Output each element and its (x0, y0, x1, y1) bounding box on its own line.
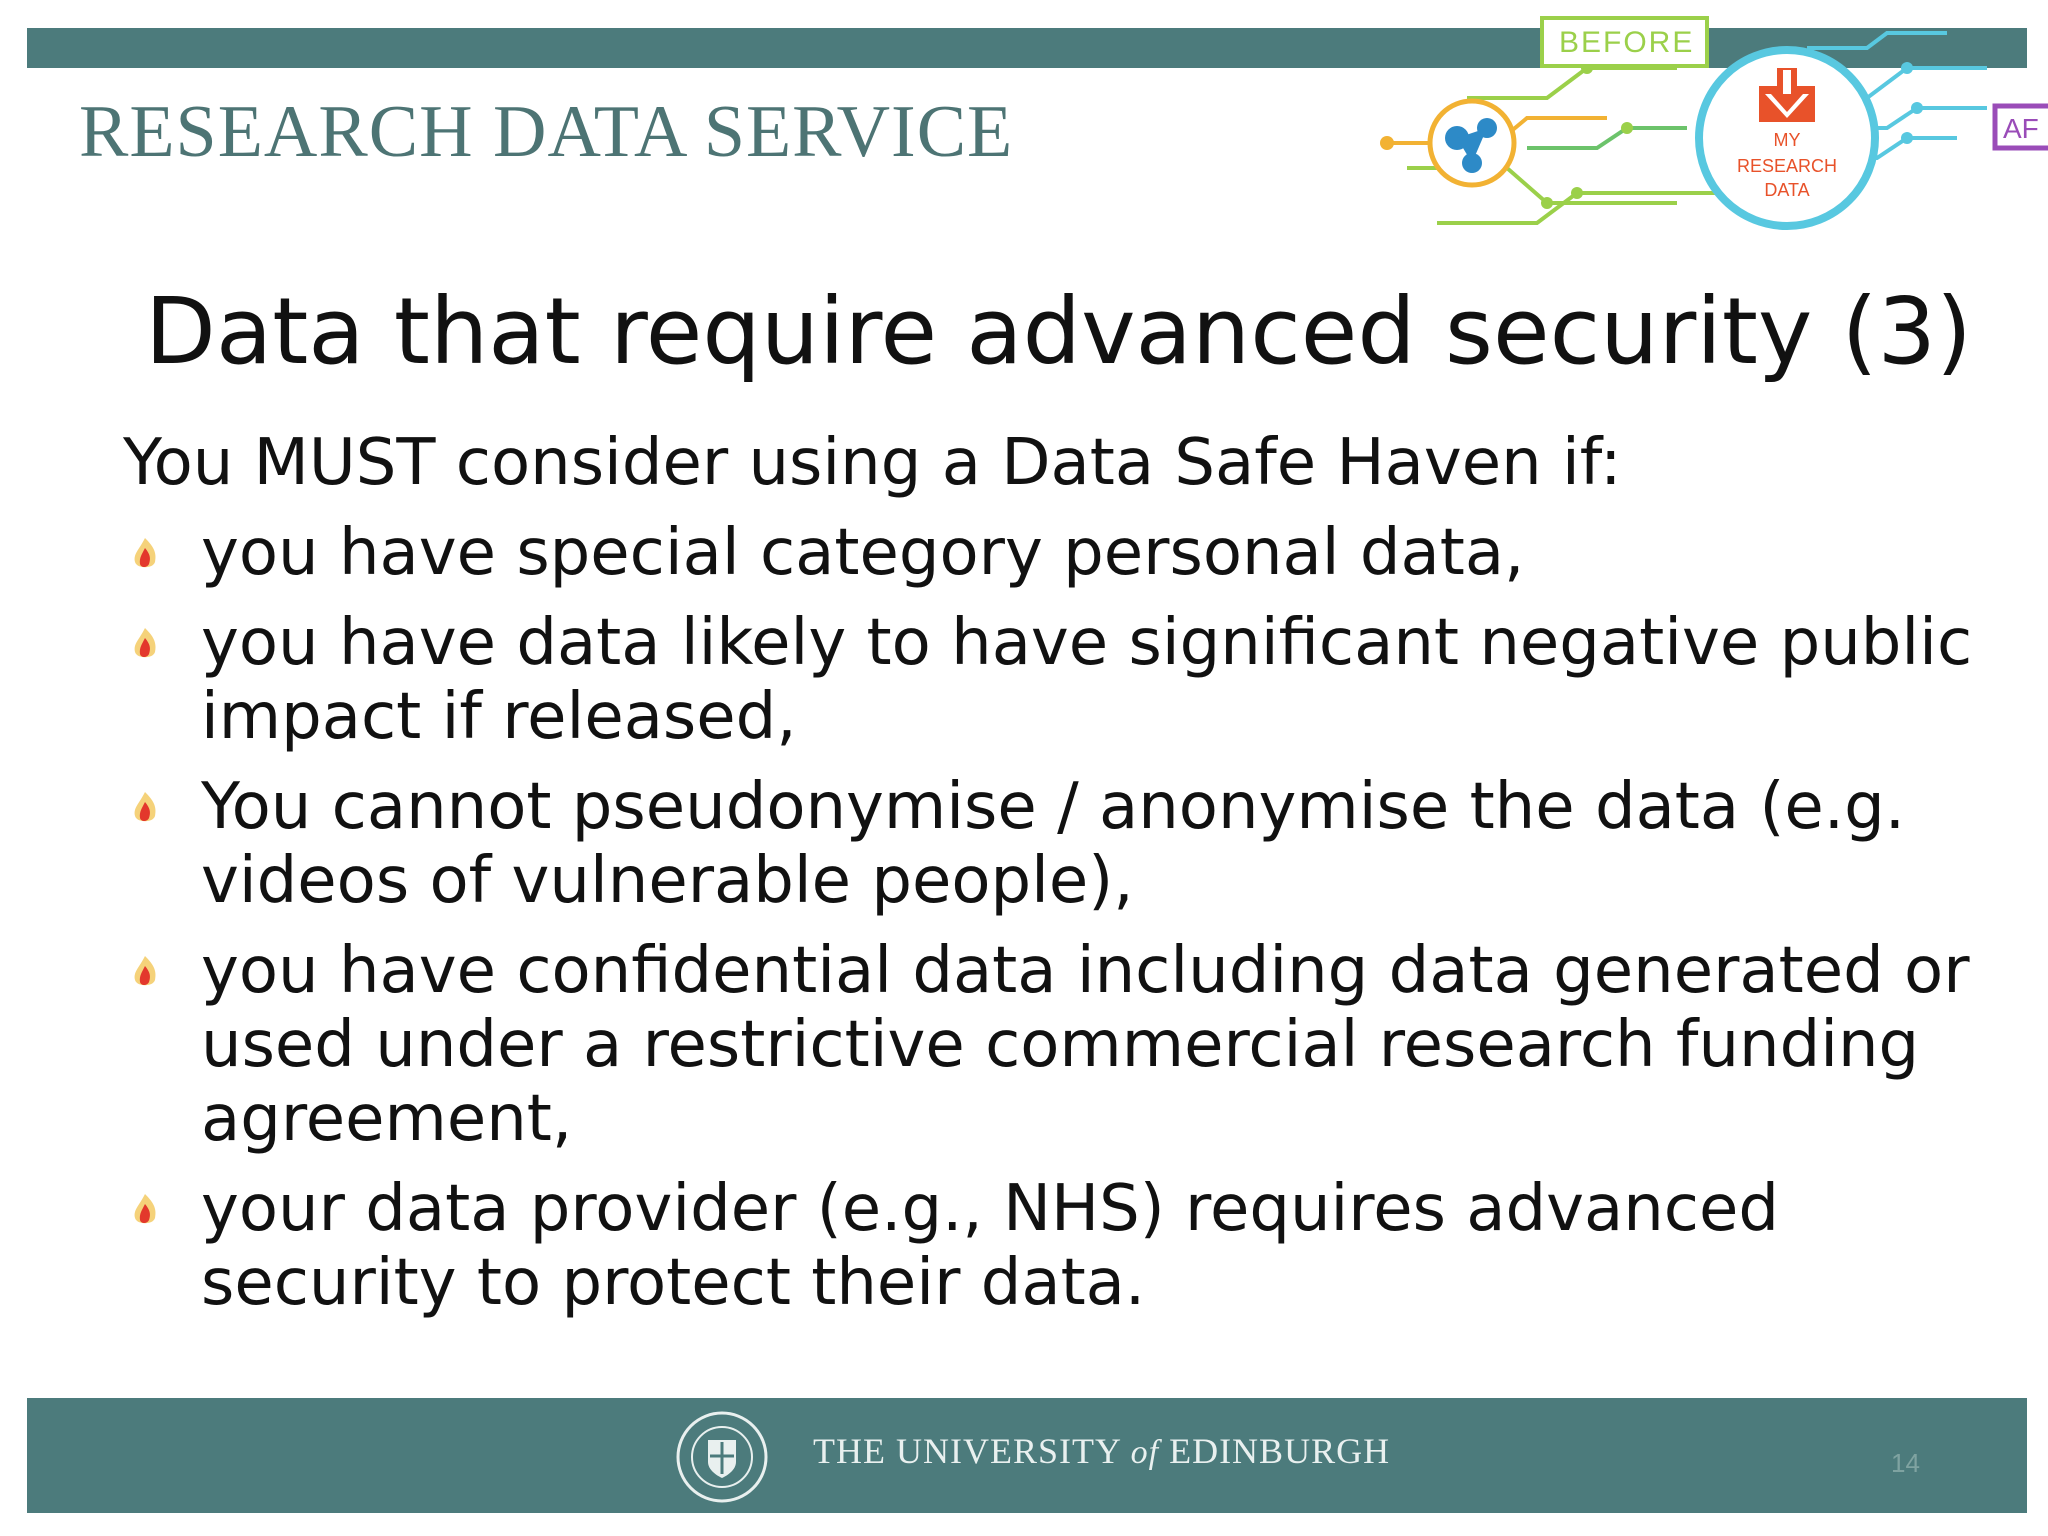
bullet-item (123, 606, 1973, 754)
brand-title: RESEARCH DATA SERVICE (79, 91, 1014, 173)
edge-label: AF (2003, 113, 2039, 144)
university-crest-icon (675, 1410, 769, 1504)
bullet-text: you have confidential data including data generated or used under a restrictive commercial research funding agreement, (201, 934, 1970, 1156)
flame-bullet-icon (125, 952, 165, 992)
bullet-text: you have data likely to have significant negative public impact if released, (201, 606, 1973, 754)
footer-bar (27, 1398, 2027, 1513)
bullet-item (123, 770, 1973, 918)
intro-text: You MUST consider using a Data Safe Haven if: (123, 426, 1622, 500)
bullet-text: You cannot pseudonymise / anonymise the data (e.g. videos of vulnerable people), (201, 770, 1906, 918)
flame-bullet-icon (125, 624, 165, 664)
bullet-item (123, 1172, 1973, 1320)
bullet-text: your data provider (e.g., NHS) requires advanced security to protect their data. (201, 1172, 1779, 1320)
flame-bullet-icon (125, 788, 165, 828)
university-name-post: EDINBURGH (1169, 1431, 1391, 1471)
university-name-pre: THE UNIVERSITY (813, 1431, 1121, 1471)
slide (27, 26, 2039, 1513)
bullet-item (123, 516, 1973, 590)
badge-line-1: MY (1773, 130, 1801, 150)
slide-title: Data that require advanced security (3) (145, 278, 1972, 385)
badge-line-2: RESEARCH (1736, 156, 1838, 176)
bullet-list (123, 516, 1973, 1336)
badge-line-3: DATA (1764, 180, 1810, 200)
my-research-data-graphic (1347, 26, 2039, 243)
before-label: BEFORE (1559, 26, 1695, 59)
university-name-of: of (1130, 1434, 1160, 1471)
university-name (813, 1430, 1390, 1472)
bullet-item (123, 934, 1973, 1156)
bullet-text: you have special category personal data, (201, 516, 1525, 590)
flame-bullet-icon (125, 1190, 165, 1230)
flame-bullet-icon (125, 534, 165, 574)
page-number: 14 (1891, 1448, 1920, 1478)
